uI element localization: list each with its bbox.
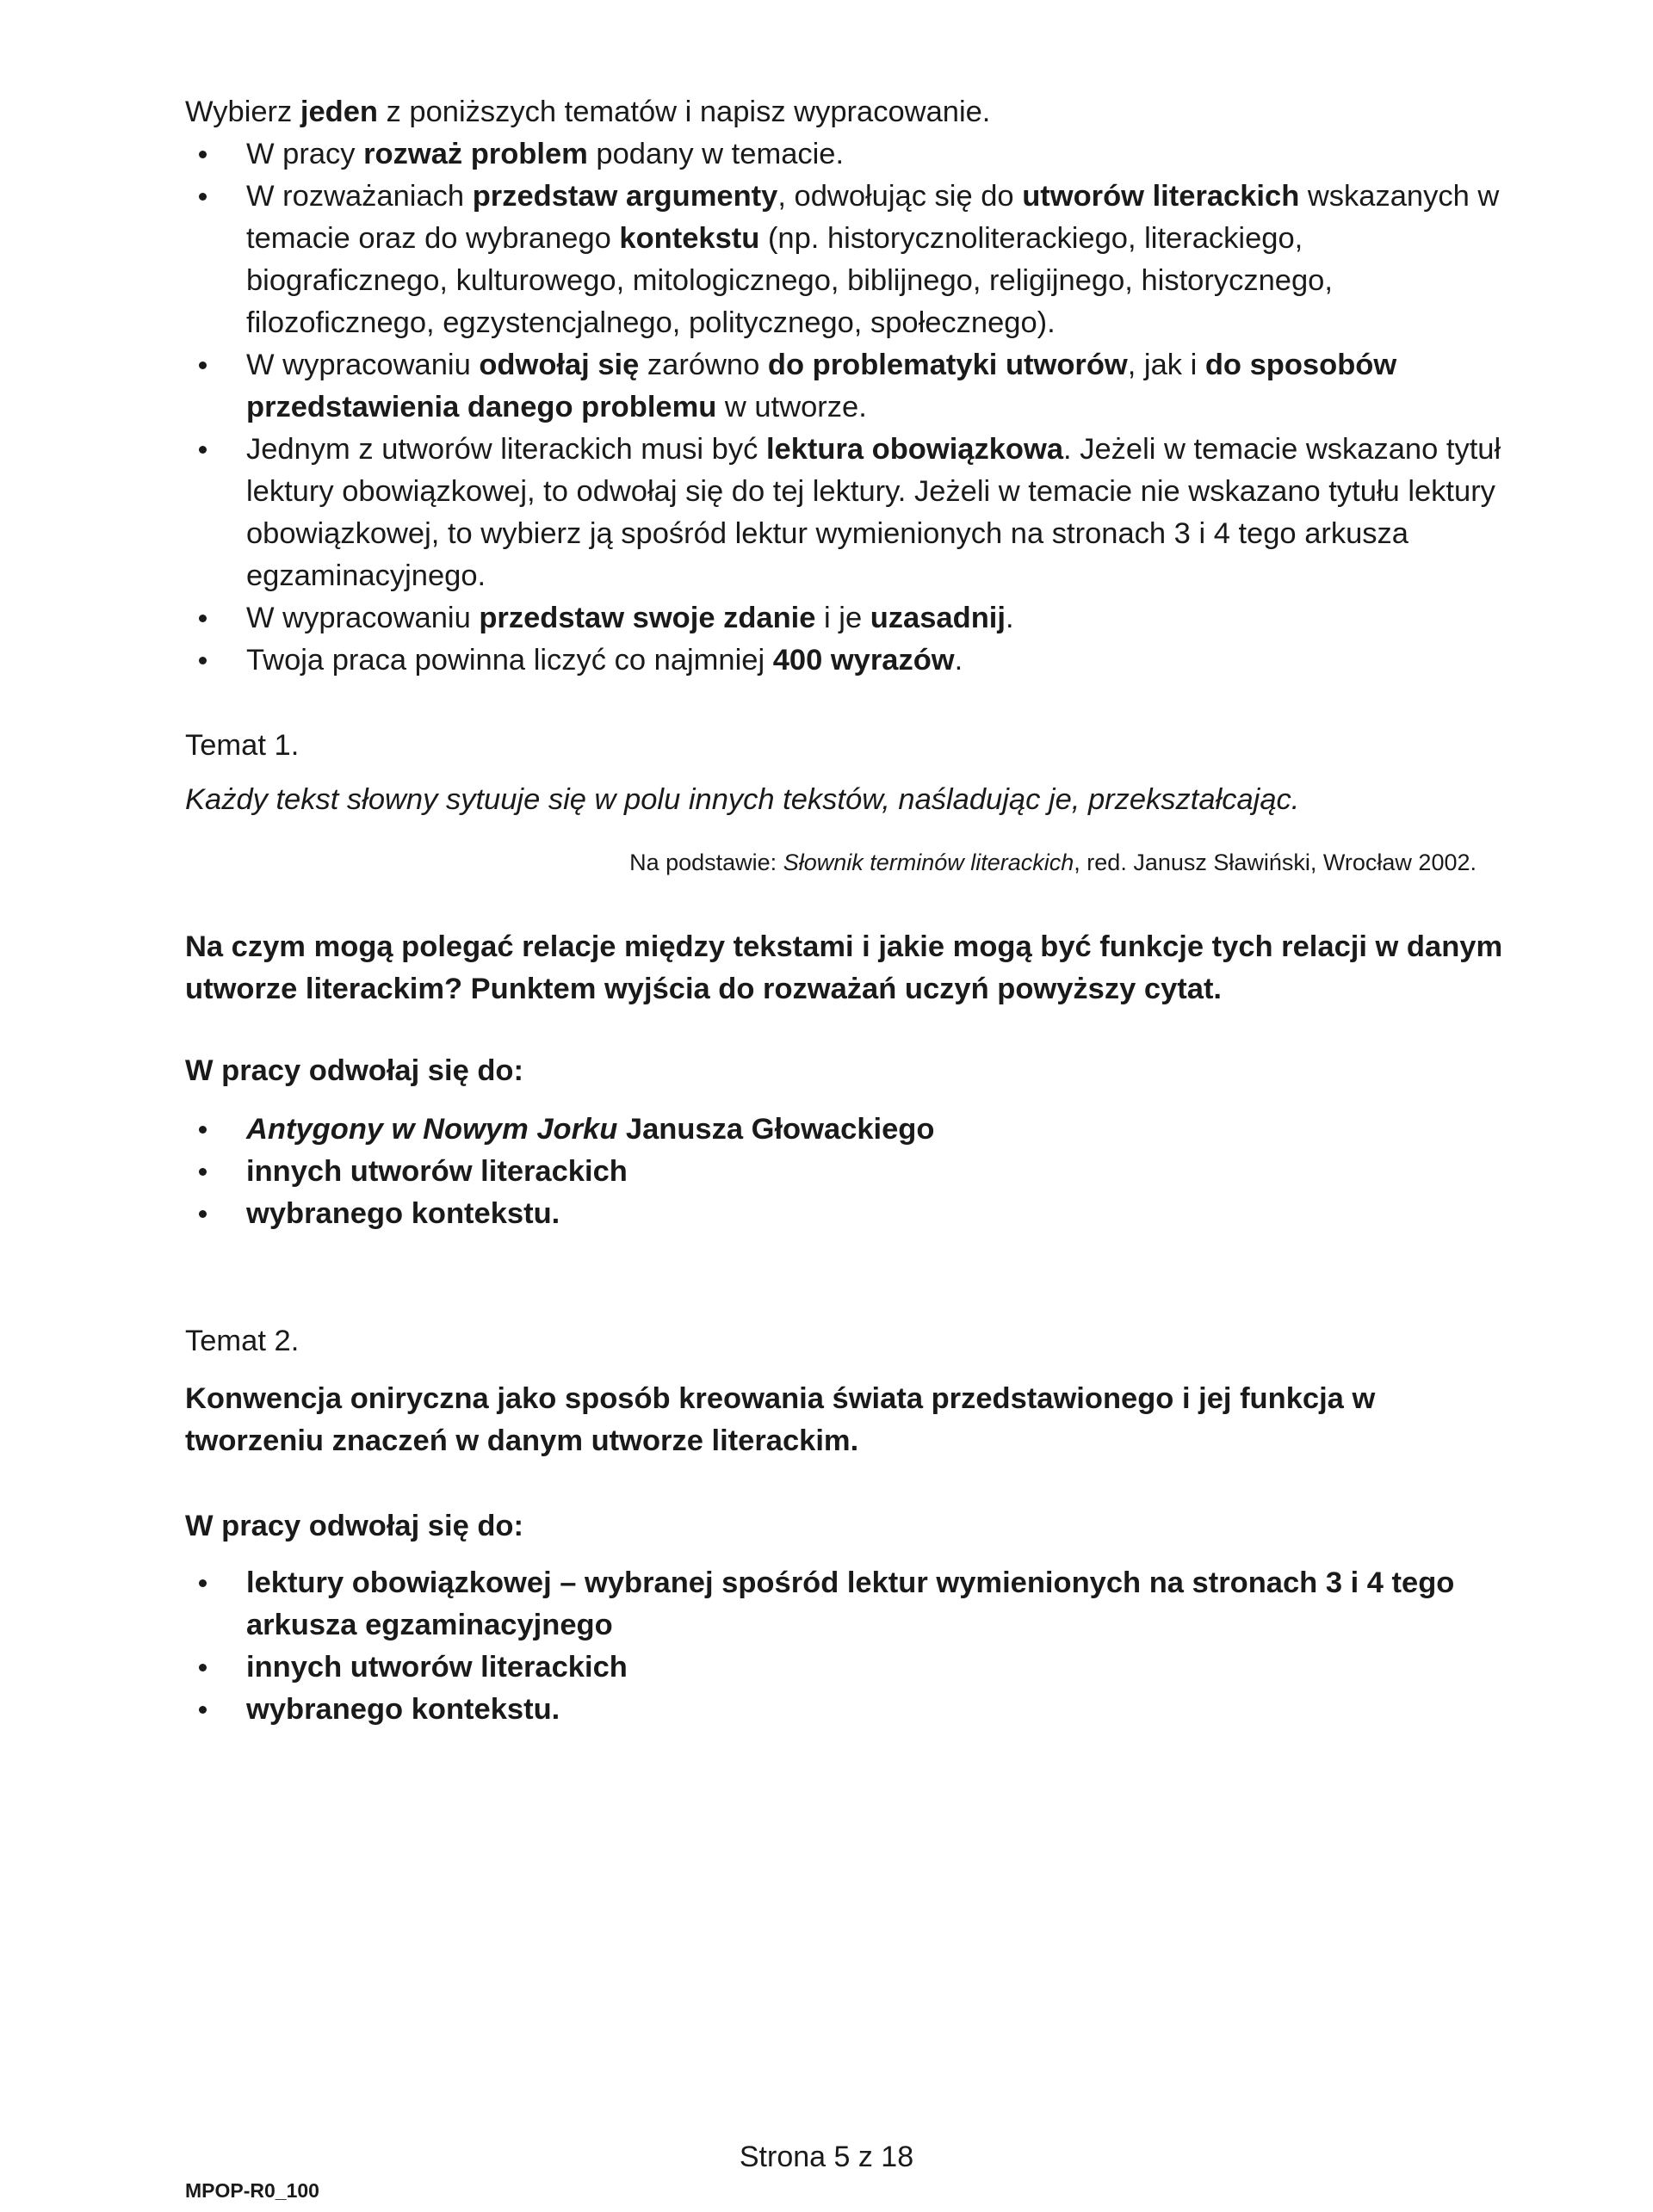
ref-item: wybranego kontekstu. <box>185 1193 1511 1235</box>
intro-bold: jeden <box>300 96 378 128</box>
topic-2-refer-heading: W pracy odwołaj się do: <box>185 1510 523 1542</box>
topic-1-refs <box>185 1109 1511 1235</box>
topic-2-label: Temat 2. <box>185 1325 300 1357</box>
ref-item <box>185 1109 1511 1151</box>
instructions-block <box>185 91 1511 682</box>
instruction-item <box>185 597 1511 640</box>
text-part: . <box>954 644 963 677</box>
text-part: wskazanych w temacie oraz do wybranego <box>246 180 1500 255</box>
topic-1-question: Na czym mogą polegać relacje między tekstami i jakie mogą być funkcje tych relacji w danym utworze literackim? Punktem wyjścia do rozważań uczyń powyższy cytat. <box>185 930 1503 1005</box>
source-title: Słownik terminów literackich <box>783 850 1074 875</box>
source-rest: , red. Janusz Sławiński, Wrocław 2002. <box>1074 850 1477 875</box>
text-part: W pracy <box>246 138 364 170</box>
topic-1-label: Temat 1. <box>185 729 300 762</box>
text-part: zarówno <box>639 349 768 381</box>
topic-2-refs <box>185 1562 1511 1731</box>
text-part: w utworze. <box>716 391 867 423</box>
intro-part: z poniższych tematów i napisz wypracowanie. <box>377 96 991 128</box>
topic-1-quote: Każdy tekst słowny sytuuje się w polu innych tekstów, naśladując je, przekształcając. <box>185 783 1300 816</box>
text-part: W rozważaniach <box>246 180 473 213</box>
bold-part: do problematyki utworów <box>767 349 1128 381</box>
text-part: Jednym z utworów literackich musi być <box>246 433 766 466</box>
bold-part: rozważ problem <box>363 138 588 170</box>
page-number: Strona 5 z 18 <box>739 2141 914 2173</box>
work-title: Antygony w Nowym Jorku <box>246 1113 618 1146</box>
topic-1-ref-list <box>185 1109 1511 1235</box>
instruction-item <box>185 640 1511 682</box>
instructions-list <box>185 133 1511 682</box>
bold-part: przedstaw swoje zdanie <box>479 602 816 634</box>
topic-2-ref-list <box>185 1562 1511 1731</box>
text-part: , jak i <box>1127 349 1205 381</box>
instruction-item <box>185 133 1511 176</box>
instruction-item <box>185 344 1511 429</box>
ref-item: wybranego kontekstu. <box>185 1689 1511 1731</box>
intro-text <box>185 91 1511 133</box>
topic-1-refer-heading: W pracy odwołaj się do: <box>185 1054 523 1087</box>
ref-item: lektury obowiązkowej – wybranej spośród lektur wymienionych na stronach 3 i 4 tego arkusza egzaminacyjnego <box>185 1562 1511 1647</box>
ref-item: innych utworów literackich <box>185 1647 1511 1689</box>
bold-part: kontekstu <box>619 222 760 255</box>
text-part: i je <box>815 602 870 634</box>
text-part: Twoja praca powinna liczyć co najmniej <box>246 644 773 677</box>
instruction-item <box>185 429 1511 597</box>
source-prefix: Na podstawie: <box>629 850 783 875</box>
exam-code: MPOP-R0_100 <box>185 2179 319 2202</box>
intro-part: Wybierz <box>185 96 300 128</box>
text-part: . Jeżeli w temacie wskazano tytuł lektury obowiązkowej, to odwołaj się do tej lektury. Jeżeli w temacie nie wskazano tytułu lektury obowiązkowej, to wybierz ją spośród lektur wymienionych na stronach 3 i 4 tego arkusza egzaminacyjnego. <box>246 433 1501 592</box>
ref-item: innych utworów literackich <box>185 1151 1511 1193</box>
quote-source <box>629 847 1477 878</box>
text-part: W wypracowaniu <box>246 602 480 634</box>
text-part: , odwołując się do <box>777 180 1023 213</box>
bold-part: utworów literackich <box>1022 180 1300 213</box>
instruction-item <box>185 176 1511 344</box>
text-part: (np. historycznoliterackiego, literackiego, biograficznego, kulturowego, mitologicznego, biblijnego, religijnego, historycznego, filozoficznego, egzystencjalnego, politycznego, społecznego). <box>246 222 1333 339</box>
topic-2-question: Konwencja oniryczna jako sposób kreowania świata przedstawionego i jej funkcja w tworzeniu znaczeń w danym utworze literackim. <box>185 1382 1376 1457</box>
text-part: . <box>1005 602 1014 634</box>
bold-part: odwołaj się <box>479 349 640 381</box>
bold-part: 400 wyrazów <box>772 644 955 677</box>
text-part: podany w temacie. <box>587 138 845 170</box>
bold-part: uzasadnij <box>870 602 1006 634</box>
bold-part: lektura obowiązkowa <box>765 433 1064 466</box>
bold-part: do sposobów przedstawienia danego problemu <box>246 349 1397 423</box>
text-part: W wypracowaniu <box>246 349 480 381</box>
work-author: Janusza Głowackiego <box>617 1113 935 1146</box>
bold-part: przedstaw argumenty <box>472 180 778 213</box>
